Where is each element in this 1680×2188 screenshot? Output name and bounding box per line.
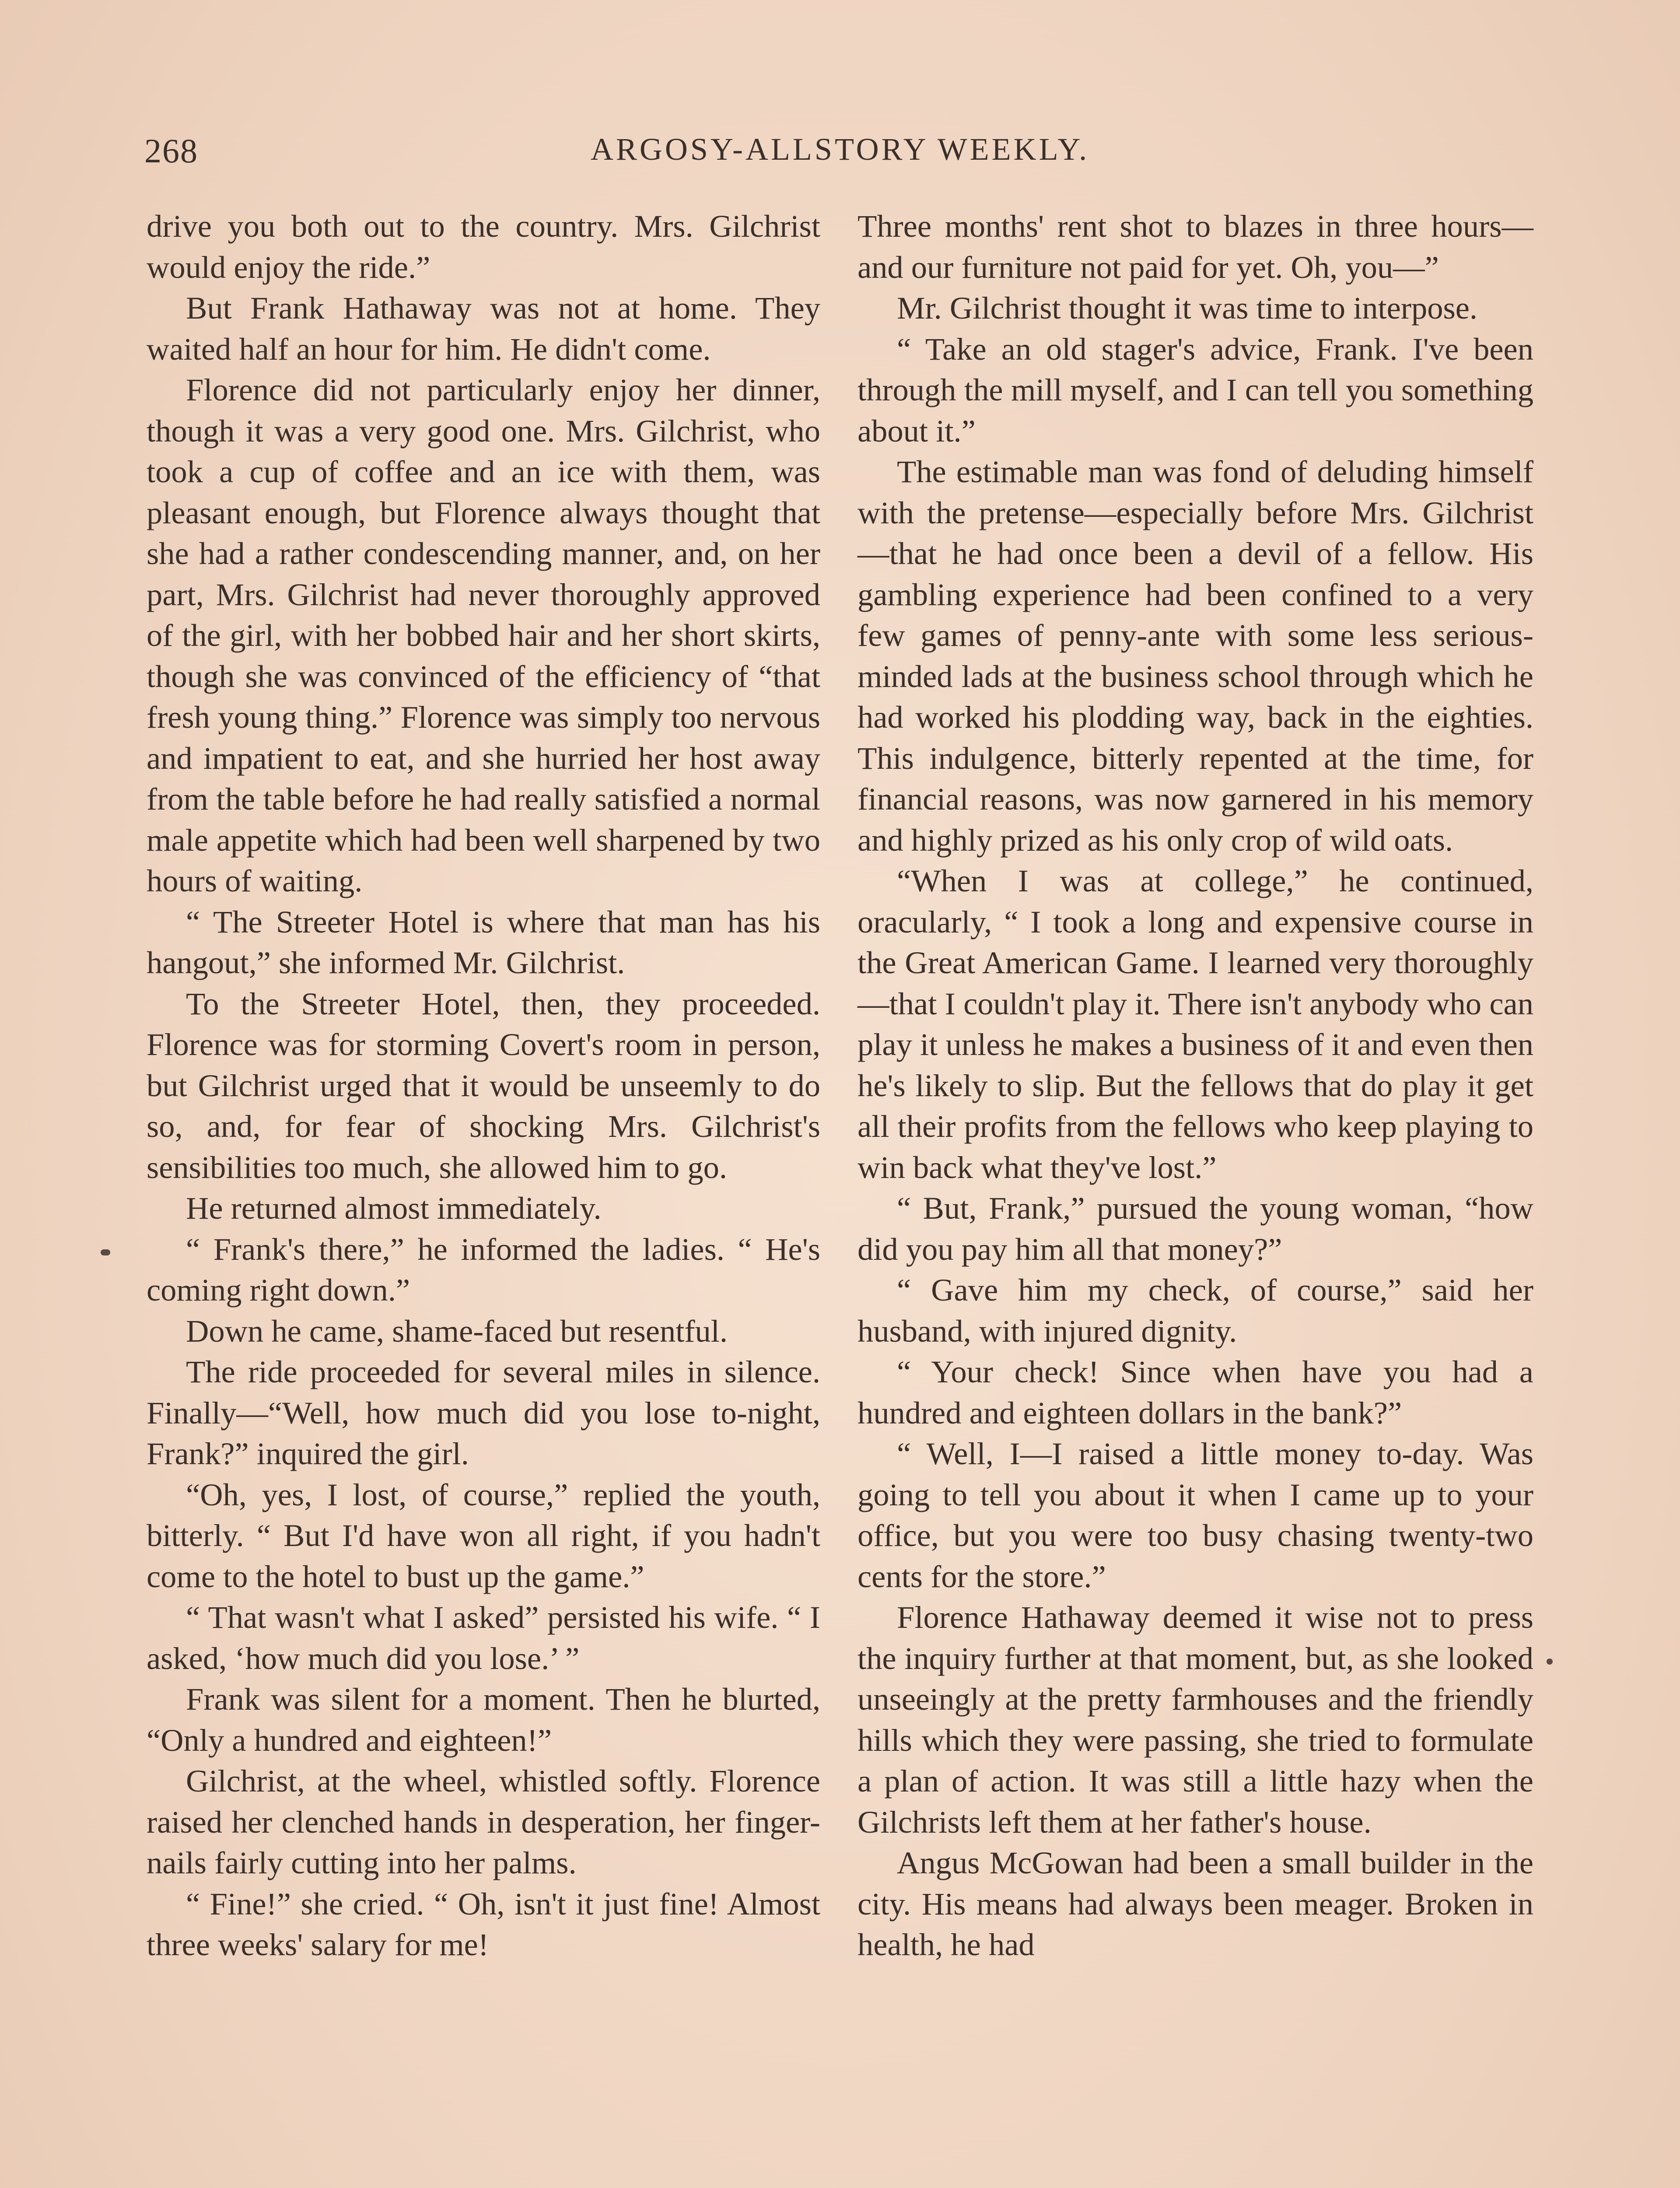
paragraph: Florence Hathaway deemed it wise not to press the inquiry further at that moment, but, as she looked unseeingly at the pretty farmhouses and the friendly hills which they were passing, she tried to formulate a plan of action. It was still a little hazy when the Gilchrists left them at her father's house. (858, 1599, 1533, 1840)
paragraph: Florence did not particularly enjoy her dinner, though it was a very good one. Mrs. Gilchrist, who took a cup of coffee and an ice with them, was pleasant enough, but Florence always thought that she had a rather condescending manner, and, on her part, Mrs. Gilchrist had never thoroughly approved of the girl, with her bobbed hair and her short skirts, though she was convinced of the efficiency of “that fresh young thing.” Florence was simply too nervous and impatient to eat, and she hurried her host away from the table before he had really satisfied a normal male appetite which had been well sharpened by two hours of waiting. (147, 372, 820, 898)
paragraph: To the Streeter Hotel, then, they proceeded. Florence was for storming Covert's room in person, but Gilchrist urged that it would be unseemly to do so, and, for fear of shocking Mrs. Gilchrist's sensibilities too much, she allowed him to go. (147, 985, 820, 1185)
running-title: ARGOSY-ALLSTORY WEEKLY. (590, 132, 1090, 167)
page-header (144, 118, 1536, 184)
stray-ink-mark (1547, 1659, 1553, 1665)
paragraph: “ But, Frank,” pursued the young woman, “how did you pay him all that money?” (858, 1190, 1533, 1267)
paragraph: He returned almost immediately. (186, 1190, 602, 1226)
paragraph: “ Take an old stager's advice, Frank. I've been through the mill myself, and I can tell you something about it.” (858, 331, 1533, 449)
paragraph: Three months' rent shot to blazes in three hours—and our furniture not paid for yet. Oh, you—” (858, 208, 1533, 285)
paragraph: “ Gave him my check, of course,” said her husband, with injured dignity. (858, 1272, 1533, 1349)
paragraph: “When I was at college,” he continued, oracularly, “ I took a long and expensive course in the Great American Game. I learned very thoroughly—that I couldn't play it. There isn't anybody who can play it unless he makes a business of it and even then he's likely to slip. But the fellows that do play it get all their profits from the fellows who keep playing to win back what they've lost.” (858, 863, 1533, 1185)
paragraph: drive you both out to the country. Mrs. Gilchrist would enjoy the ride.” (147, 208, 820, 285)
paragraph: The estimable man was fond of deluding himself with the pretense—especially before Mrs. Gilchrist—that he had once been a devil of a fellow. His gambling experience had been confined to a very few games of penny-ante with some less serious-minded lads at the business school through which he had worked his plodding way, back in the eighties. This indulgence, bitterly repented at the time, for financial reasons, was now garnered in his memory and highly prized as his only crop of wild oats. (858, 454, 1533, 858)
paragraph: “ Frank's there,” he informed the ladies. “ He's coming right down.” (147, 1231, 820, 1308)
paragraph: Gilchrist, at the wheel, whistled softly. Florence raised her clenched hands in desperation, her finger-nails fairly cutting into her palms. (147, 1763, 820, 1880)
stray-ink-mark (101, 1249, 110, 1255)
paragraph: The ride proceeded for several miles in silence. Finally—“Well, how much did you lose to-night, Frank?” inquired the girl. (147, 1354, 820, 1471)
paragraph: Down he came, shame-faced but resentful. (186, 1313, 728, 1349)
paragraph: But Frank Hathaway was not at home. They waited half an hour for him. He didn't come. (147, 290, 820, 367)
paragraph: Mr. Gilchrist thought it was time to interpose. (897, 290, 1478, 326)
left-column (147, 206, 820, 1965)
paragraph: Frank was silent for a moment. Then he blurted, “Only a hundred and eighteen!” (147, 1681, 820, 1758)
paragraph: “ That wasn't what I asked” persisted his wife. “ I asked, ‘how much did you lose.’ ” (147, 1599, 820, 1676)
paragraph: “ Fine!” she cried. “ Oh, isn't it just fine! Almost three weeks' salary for me! (147, 1886, 820, 1962)
paragraph: “Oh, yes, I lost, of course,” replied the youth, bitterly. “ But I'd have won all right, if you hadn't come to the hotel to bust up the game.” (147, 1476, 820, 1594)
paragraph: “ Well, I—I raised a little money to-day. Was going to tell you about it when I came up to your office, but you were too busy chasing twenty-two cents for the store.” (858, 1436, 1533, 1594)
page-number: 268 (144, 132, 198, 170)
paragraph: “ The Streeter Hotel is where that man has his hangout,” she informed Mr. Gilchrist. (147, 904, 820, 980)
right-column (858, 206, 1533, 1965)
paragraph: “ Your check! Since when have you had a hundred and eighteen dollars in the bank?” (858, 1354, 1533, 1431)
paragraph: Angus McGowan had been a small builder in the city. His means had always been meager. Broken in health, he had (858, 1845, 1533, 1962)
